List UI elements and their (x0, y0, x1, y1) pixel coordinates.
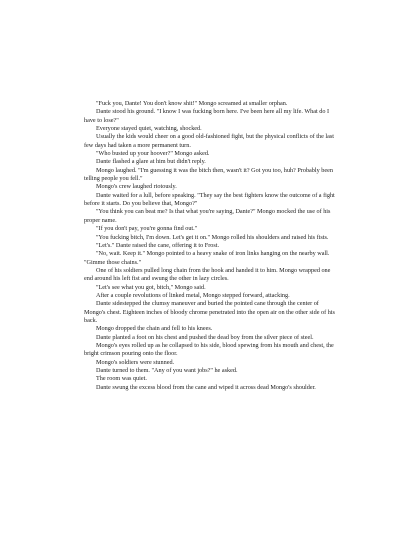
paragraph-9: Dante waited for a lull, before speaking. "They say the best fighters know the outcome of a fight before it starts. Do you believe that, Mongo?" (84, 191, 335, 208)
paragraph-17: After a couple revolutions of linked metal, Mongo stepped forward, attacking. (96, 291, 290, 299)
paragraph-21: Mongo's eyes rolled up as he collapsed to his side, blood spewing from his mouth and chest, the bright crimson pouring onto the floor. (84, 341, 334, 358)
paragraph-19: Mongo dropped the chain and fell to his knees. (96, 325, 213, 333)
paragraph-7: Mongo laughed. "I'm guessing it was the bitch then, wasn't it? Got you too, huh? Probably been telling people you fell." (84, 166, 333, 183)
paragraph-6: Dante flashed a glare at him but didn't reply. (96, 158, 206, 166)
paragraph-24: The room was quiet. (96, 375, 147, 383)
paragraph-1: "Fuck you, Dante! You don't know shit!" Mongo screamed at smaller orphan. (96, 100, 288, 107)
paragraph-8: Mongo's crew laughed riotously. (96, 183, 177, 191)
paragraph-4: Usually the kids would cheer on a good old-fashioned fight, but the physical conflicts of the last few days had taken a more permanent turn. (84, 133, 334, 149)
paragraph-16: "Let's see what you got, bitch," Mongo said. (96, 283, 206, 291)
paragraph-13: "Let's." Dante raised the cane, offering it to Frost. (96, 241, 220, 249)
paragraph-25: Dante swung the excess blood from the cane and wiped it across dead Mongo's shoulder. (96, 383, 316, 391)
paragraph-14: "No, wait. Keep it." Mongo pointed to a heavy snake of iron links hanging on the nearby wall. "Gimme those chains." (84, 250, 330, 266)
paragraph-20: Dante planted a foot on his chest and pushed the dead boy from the silver piece of steel. (96, 333, 314, 341)
paragraph-11: "If you don't pay, you're gonna find out." (96, 225, 198, 233)
paragraph-18: Dante sidestepped the clumsy maneuver and buried the pointed cane through the center of Mongo's chest. Eighteen inches of bloody chrome penetrated into the open air on the other side of his back. (84, 300, 335, 324)
paragraph-23: Dante turned to them. "Any of you want jobs?" he asked. (96, 367, 238, 374)
paragraph-22: Mongo's soldiers were stunned. (96, 358, 175, 366)
paragraph-2: Dante stood his ground. "I know I was fucking born here. I've been here all my life. What do I have to lose?" (84, 108, 330, 124)
paragraph-5: "Who busted up your hoover?" Mongo asked. (96, 150, 210, 158)
paragraph-3: Everyone stayed quiet, watching, shocked. (96, 125, 202, 133)
document-page (84, 100, 336, 510)
paragraph-12: "You fucking bitch, I'm down. Let's get it on." Mongo rolled his shoulders and raised his fists. (96, 233, 329, 241)
paragraph-10: "You think you can beat me? Is that what you're saying, Dante?" Mongo mocked the use of his proper name. (84, 208, 331, 224)
paragraph-15: One of his soldiers pulled long chain from the hook and handed it to him. Mongo wrapped one end around his left fist and swung the other in lazy circles. (84, 266, 331, 283)
